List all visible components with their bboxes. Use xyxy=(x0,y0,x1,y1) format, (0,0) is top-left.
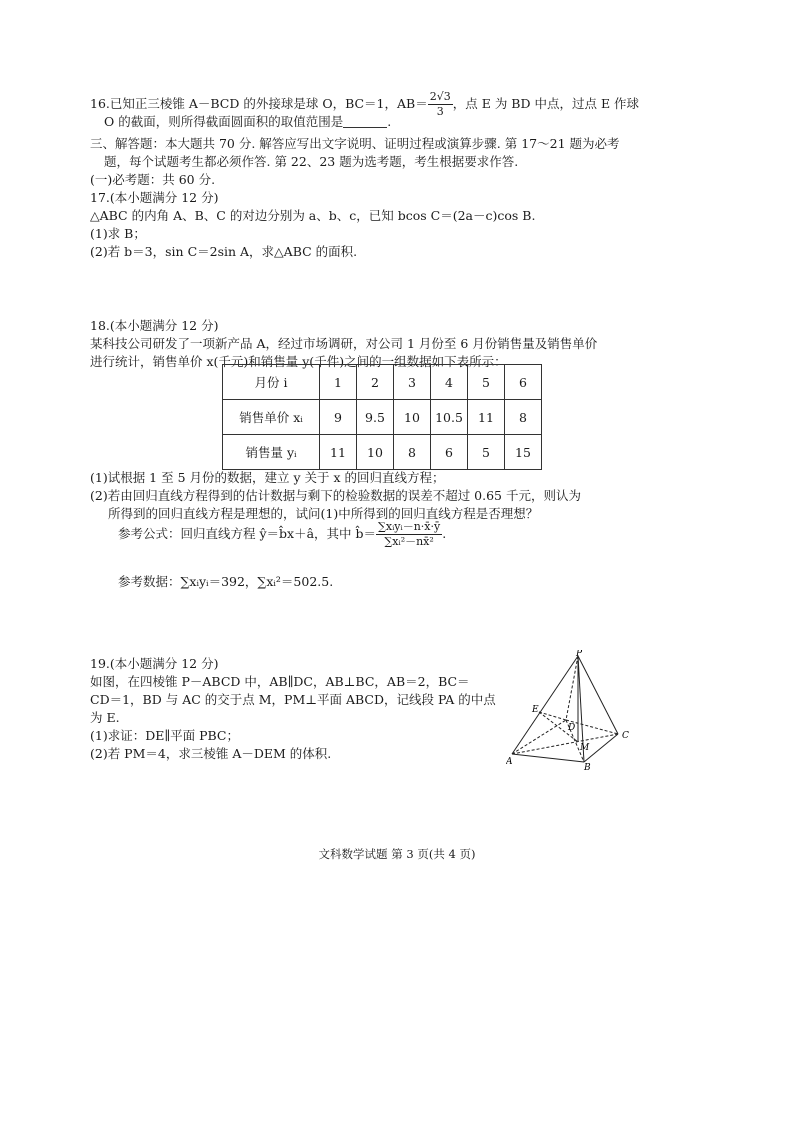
reference-formula: 参考公式：回归直线方程 ŷ＝b̂x＋â，其中 b̂＝ $\frac{\text{∑xᵢyᵢ－n·x̄·ȳ}}{\text{∑xᵢ²－nx̄²}}$ . xyxy=(118,520,447,548)
section3-line3: (一)必考题：共 60 分. xyxy=(90,172,216,187)
label-c: C xyxy=(622,731,629,741)
label-e: E xyxy=(532,705,539,715)
q17-text: △ABC 的内角 A、B、C 的对边分别为 a、b、c，已知 bcos C＝(2a－c)cos B. xyxy=(90,208,536,223)
section3-line2: 题，每个试题考生都必须作答. 第 22、23 题为选考题，考生根据要求作答. xyxy=(104,154,519,169)
q17-title: 17.(本小题满分 12 分) xyxy=(90,190,219,205)
table-cell: 8 xyxy=(505,400,542,435)
table-cell: 10.5 xyxy=(431,400,468,435)
table-row xyxy=(223,435,542,470)
table-cell: 5 xyxy=(468,365,505,400)
row-label: 销售量 yᵢ xyxy=(223,435,320,470)
table-cell: 1 xyxy=(320,365,357,400)
table-cell: 9.5 xyxy=(357,400,394,435)
label-b: B xyxy=(584,763,591,770)
table-cell: 8 xyxy=(394,435,431,470)
pyramid-figure xyxy=(506,650,636,770)
sales-table xyxy=(222,364,542,470)
label-m: M xyxy=(580,743,590,753)
page-footer: 文科数学试题 第 3 页(共 4 页) xyxy=(318,847,476,861)
table-cell: 4 xyxy=(431,365,468,400)
table-cell: 11 xyxy=(320,435,357,470)
table-cell: 11 xyxy=(468,400,505,435)
q16-fraction: $\frac{2√3}{3}$ xyxy=(429,90,451,118)
table-cell: 3 xyxy=(394,365,431,400)
table-row xyxy=(223,365,542,400)
table-cell: 2 xyxy=(357,365,394,400)
q18-part2a: (2)若由回归直线方程得到的估计数据与剩下的检验数据的误差不超过 0.65 千元，则认为 xyxy=(90,488,581,503)
label-a: A xyxy=(506,757,513,767)
row-label: 销售单价 xᵢ xyxy=(223,400,320,435)
q18-text1: 某科技公司研发了一项新产品 A，经过市场调研，对公司 1 月份至 6 月份销售量及销售单价 xyxy=(90,336,598,351)
q19-part1: (1)求证：DE∥平面 PBC； xyxy=(90,728,239,743)
table-cell: 9 xyxy=(320,400,357,435)
q19-text1: 如图，在四棱锥 P－ABCD 中，AB∥DC，AB⊥BC，AB＝2，BC＝ xyxy=(90,674,470,689)
table-cell: 5 xyxy=(468,435,505,470)
table-row xyxy=(223,400,542,435)
label-p: P xyxy=(576,650,583,659)
q18-title: 18.(本小题满分 12 分) xyxy=(90,318,219,333)
q18-part2b: 所得到的回归直线方程是理想的，试问(1)中所得到的回归直线方程是否理想？ xyxy=(108,506,539,521)
q18-part1: (1)试根据 1 至 5 月份的数据，建立 y 关于 x 的回归直线方程； xyxy=(90,470,445,485)
table-cell: 10 xyxy=(357,435,394,470)
section3-line1: 三、解答题：本大题共 70 分. 解答应写出文字说明、证明过程或演算步骤. 第 17～21 题为必考 xyxy=(90,136,620,151)
q16-line2: O 的截面，则所得截面圆面积的取值范围是 . xyxy=(104,114,392,129)
q19-text3: 为 E. xyxy=(90,710,120,725)
label-d: D xyxy=(568,723,576,733)
row-label: 月份 i xyxy=(223,365,320,400)
answer-blank xyxy=(343,115,387,128)
table-cell: 15 xyxy=(505,435,542,470)
q19-text2: CD＝1，BD 与 AC 的交于点 M，PM⊥平面 ABCD，记线段 PA 的中点 xyxy=(90,692,496,707)
q19-title: 19.(本小题满分 12 分) xyxy=(90,656,219,671)
table-cell: 10 xyxy=(394,400,431,435)
q17-part1: (1)求 B； xyxy=(90,226,146,241)
q19-part2: (2)若 PM＝4，求三棱锥 A－DEM 的体积. xyxy=(90,746,332,761)
reference-data: 参考数据：∑xᵢyᵢ＝392，∑xᵢ²＝502.5. xyxy=(118,574,334,589)
q17-part2: (2)若 b＝3，sin C＝2sin A，求△ABC 的面积. xyxy=(90,244,358,259)
table-cell: 6 xyxy=(431,435,468,470)
q18-text2: 进行统计，销售单价 x(千元)和销售量 y(千件)之间的一组数据如下表所示： xyxy=(90,354,507,369)
table-cell: 6 xyxy=(505,365,542,400)
q16-line1: 16.已知正三棱锥 A－BCD 的外接球是球 O，BC＝1，AB＝ $\frac{2√3}{3}$ ，点 E 为 BD 中点，过点 E 作球 xyxy=(90,90,640,118)
